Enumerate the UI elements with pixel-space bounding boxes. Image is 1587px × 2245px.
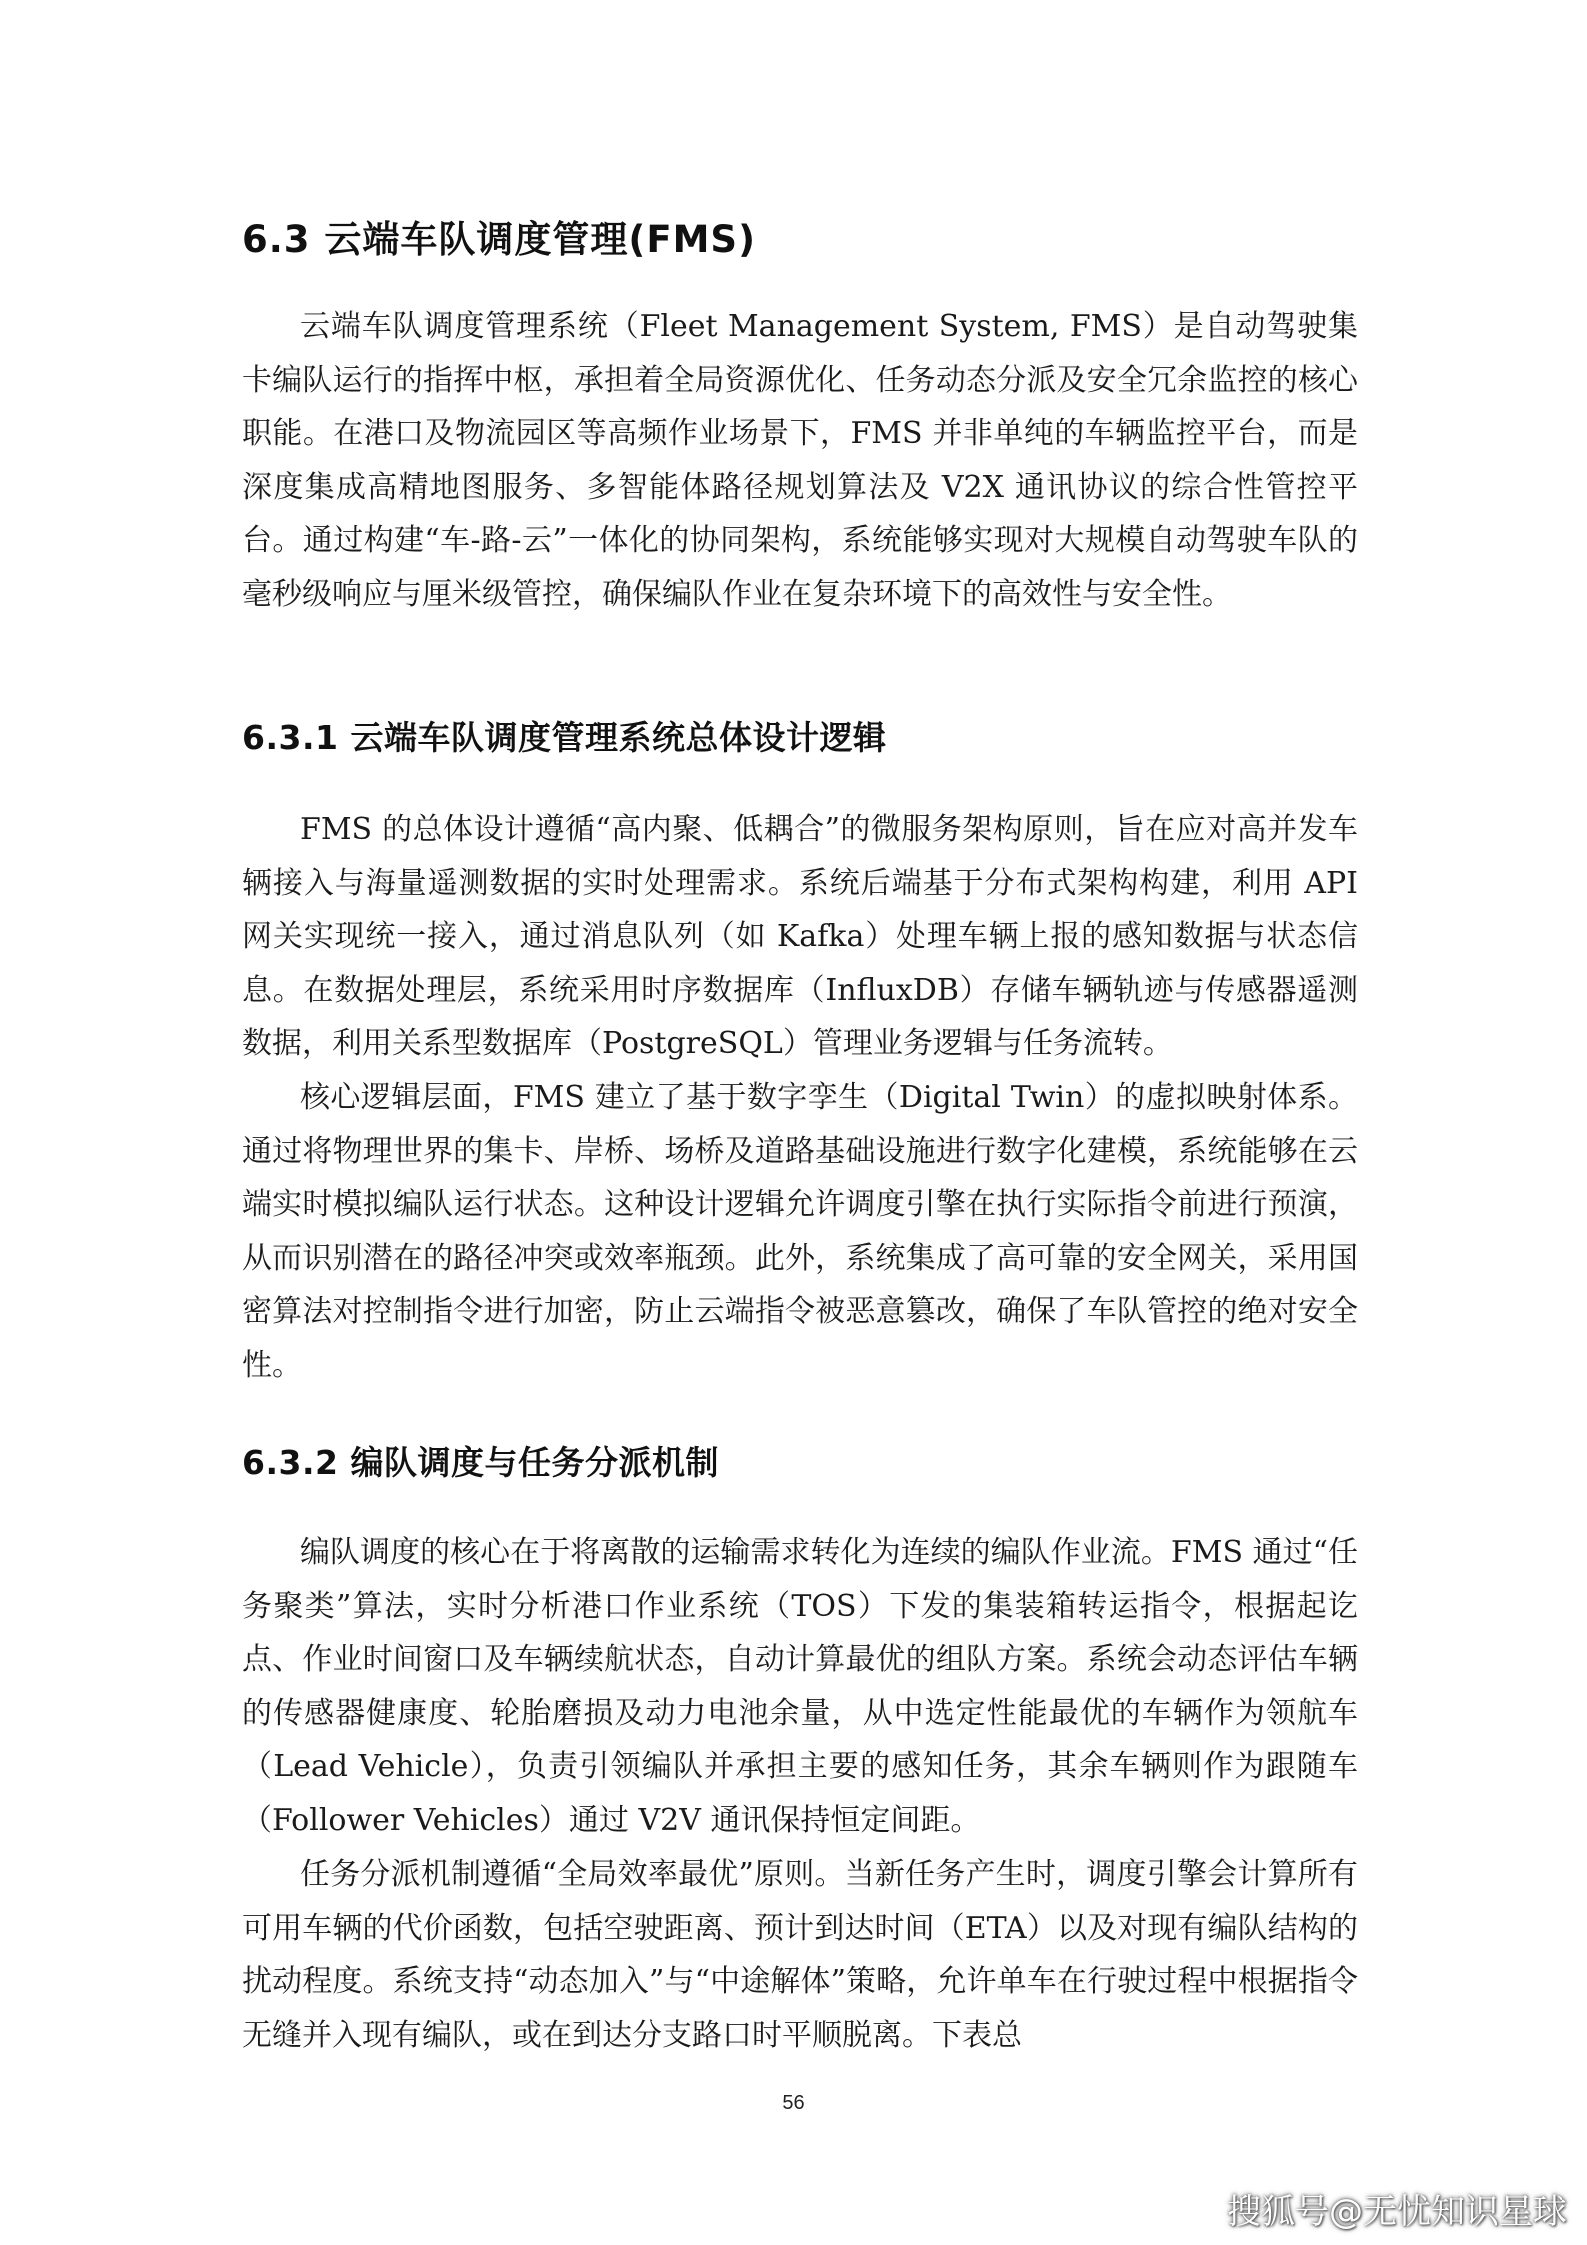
intro-paragraph: 云端车队调度管理系统（Fleet Management System, FMS）是自动驾驶集卡编队运行的指挥中枢，承担着全局资源优化、任务动态分派及安全冗余监控的核心职能。在港口及物流园区等高频作业场景下，FMS 并非单纯的车辆监控平台，而是深度集成高精地图服务、多智能体路径规划算法及 V2X 通讯协议的综合性管控平台。通过构建“车-路-云”一体化的协同架构，系统能够实现对大规模自动驾驶车队的毫秒级响应与厘米级管控，确保编队作业在复杂环境下的高效性与安全性。 <box>242 309 1358 612</box>
watermark: 搜狐号@无忧知识星球 <box>1227 2192 1567 2232</box>
page-number: 56 <box>782 2092 805 2114</box>
body-paragraph: 核心逻辑层面，FMS 建立了基于数字孪生（Digital Twin）的虚拟映射体系。通过将物理世界的集卡、岸桥、场桥及道路基础设施进行数字化建模，系统能够在云端实时模拟编队运行状态。这种设计逻辑允许调度引擎在执行实际指令前进行预演，从而识别潜在的路径冲突或效率瓶颈。此外，系统集成了高可靠的安全网关，采用国密算法对控制指令进行加密，防止云端指令被恶意篡改，确保了车队管控的绝对安全性。 <box>242 1080 1358 1383</box>
body-paragraph: 编队调度的核心在于将离散的运输需求转化为连续的编队作业流。FMS 通过“任务聚类”算法，实时分析港口作业系统（TOS）下发的集装箱转运指令，根据起讫点、作业时间窗口及车辆续航状态，自动计算最优的组队方案。系统会动态评估车辆的传感器健康度、轮胎磨损及动力电池余量，从中选定性能最优的车辆作为领航车（Lead Vehicle），负责引领编队并承担主要的感知任务，其余车辆则作为跟随车（Follower Vehicles）通过 V2V 通讯保持恒定间距。 <box>242 1535 1358 1838</box>
subsection-heading-6-3-1: 6.3.1 云端车队调度管理系统总体设计逻辑 <box>242 718 887 757</box>
section-heading: 6.3 云端车队调度管理(FMS) <box>242 218 756 261</box>
subsection-heading-6-3-2: 6.3.2 编队调度与任务分派机制 <box>242 1443 719 1482</box>
body-paragraph: 任务分派机制遵循“全局效率最优”原则。当新任务产生时，调度引擎会计算所有可用车辆的代价函数，包括空驶距离、预计到达时间（ETA）以及对现有编队结构的扰动程度。系统支持“动态加入”与“中途解体”策略，允许单车在行驶过程中根据指令无缝并入现有编队，或在到达分支路口时平顺脱离。下表总 <box>242 1857 1358 2053</box>
body-paragraph: FMS 的总体设计遵循“高内聚、低耦合”的微服务架构原则，旨在应对高并发车辆接入与海量遥测数据的实时处理需求。系统后端基于分布式架构构建，利用 API 网关实现统一接入，通过消息队列（如 Kafka）处理车辆上报的感知数据与状态信息。在数据处理层，系统采用时序数据库（InfluxDB）存储车辆轨迹与传感器遥测数据，利用关系型数据库（PostgreSQL）管理业务逻辑与任务流转。 <box>242 812 1358 1062</box>
